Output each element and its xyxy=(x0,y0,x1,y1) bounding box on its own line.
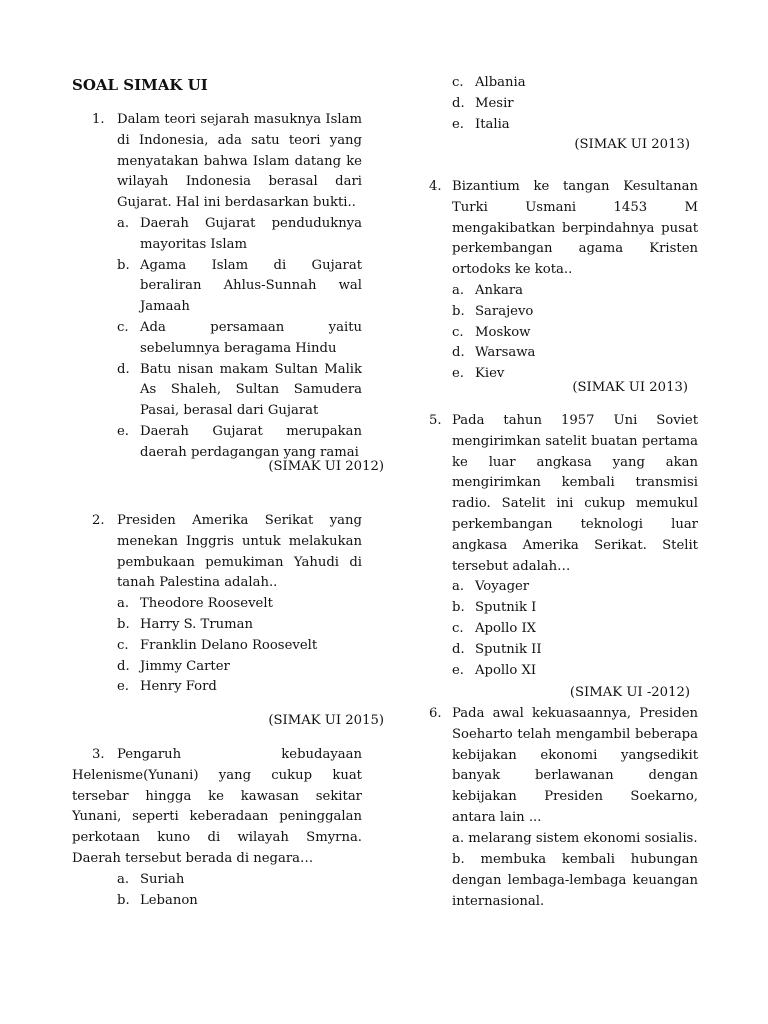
question-number: 3. xyxy=(92,747,105,762)
question-3 xyxy=(72,745,362,911)
option-c: c. Moskow xyxy=(452,324,531,340)
option-d: d. Mesir xyxy=(452,95,514,111)
question-stem: Presiden Amerika Serikat yang menekan Inggris untuk melakukan pembukaan pemukiman Yahudi di tanah Palestina adalah.. xyxy=(117,513,362,591)
option-b: b. Lebanon xyxy=(117,892,198,908)
question-1 xyxy=(72,110,362,464)
option-e: e. Daerah Gujarat merupakan daerah perdagangan yang ramai xyxy=(117,423,362,460)
question-3-continued xyxy=(426,73,698,135)
option-d: d. Warsawa xyxy=(452,345,536,361)
option-b: b. Sarajevo xyxy=(452,303,534,319)
page-title: SOAL SIMAK UI xyxy=(72,76,208,94)
option-c: c. Ada persamaan yaitu sebelumnya beragama Hindu xyxy=(117,319,362,356)
option-c: c. Franklin Delano Roosevelt xyxy=(117,637,318,653)
option-c: c. Apollo IX xyxy=(452,620,537,636)
option-c: c. Albania xyxy=(452,75,526,90)
option-b: b. Agama Islam di Gujarat beraliran Ahlus-Sunnah wal Jamaah xyxy=(117,257,362,315)
question-stem: Dalam teori sejarah masuknya Islam di Indonesia, ada satu teori yang menyatakan bahwa Islam datang ke wilayah Indonesia berasal dari Gujarat. Hal ini berdasarkan bukti.. xyxy=(117,112,362,211)
source-label: (SIMAK UI -2012) xyxy=(569,685,690,700)
option-b: b. Sputnik I xyxy=(452,600,537,616)
question-4 xyxy=(426,177,698,385)
source-label: (SIMAK UI 2013) xyxy=(572,380,688,395)
option-e: e. Henry Ford xyxy=(117,679,217,695)
question-number: 6. xyxy=(429,706,442,721)
option-a: a. Daerah Gujarat penduduknya mayoritas Islam xyxy=(117,215,362,252)
question-number: 5. xyxy=(429,413,442,428)
source-label: (SIMAK UI 2013) xyxy=(574,137,690,152)
question-number: 2. xyxy=(92,513,105,528)
question-stem: Pengaruh kebudayaan Helenisme(Yunani) yang cukup kuat tersebar hingga ke kawasan sekitar Yunani, seperti keberadaan peninggalan perkotaan kuno di wilayah Smyrna. Daerah tersebut berada di negara… xyxy=(72,747,362,866)
source-label: (SIMAK UI 2015) xyxy=(268,713,384,728)
option-a: a. melarang sistem ekonomi sosialis. xyxy=(452,831,698,846)
option-b: b. membuka kembali hubungan dengan lembaga-lembaga keuangan internasional. xyxy=(452,852,698,909)
option-e: e. Italia xyxy=(452,116,510,132)
question-5 xyxy=(426,411,698,681)
source-label: (SIMAK UI 2012) xyxy=(268,459,384,474)
option-a: a. Ankara xyxy=(452,282,524,298)
question-2 xyxy=(72,511,362,698)
option-d: d. Sputnik II xyxy=(452,641,542,657)
question-6 xyxy=(426,704,698,829)
option-d: d. Jimmy Carter xyxy=(117,658,230,674)
option-b: b. Harry S. Truman xyxy=(117,616,254,632)
option-a: a. Voyager xyxy=(452,579,530,595)
question-stem: Bizantium ke tangan Kesultanan Turki Usmani 1453 M mengakibatkan berpindahnya pusat perkembangan agama Kristen ortodoks ke kota.. xyxy=(452,179,698,278)
question-stem: Pada awal kekuasaannya, Presiden Soeharto telah mengambil beberapa kebijakan ekonomi yangsedikit banyak berlawanan dengan kebijakan Presiden Soekarno, antara lain ... xyxy=(452,706,698,825)
option-e: e. Apollo XI xyxy=(452,662,537,678)
option-d: d. Batu nisan makam Sultan Malik As Shaleh, Sultan Samudera Pasai, berasal dari Gujarat xyxy=(117,361,362,419)
question-number: 1. xyxy=(92,112,105,127)
option-a: a. Theodore Roosevelt xyxy=(117,596,273,612)
option-e: e. Kiev xyxy=(452,366,505,382)
question-number: 4. xyxy=(429,179,442,194)
question-stem: Pada tahun 1957 Uni Soviet mengirimkan satelit buatan pertama ke luar angkasa yang akan mengirimkan kembali transmisi radio. Satelit ini cukup memukul perkembangan teknologi luar angkasa Amerika Serikat. Stelit tersebut adalah… xyxy=(452,413,698,574)
option-a: a. Suriah xyxy=(117,871,185,887)
